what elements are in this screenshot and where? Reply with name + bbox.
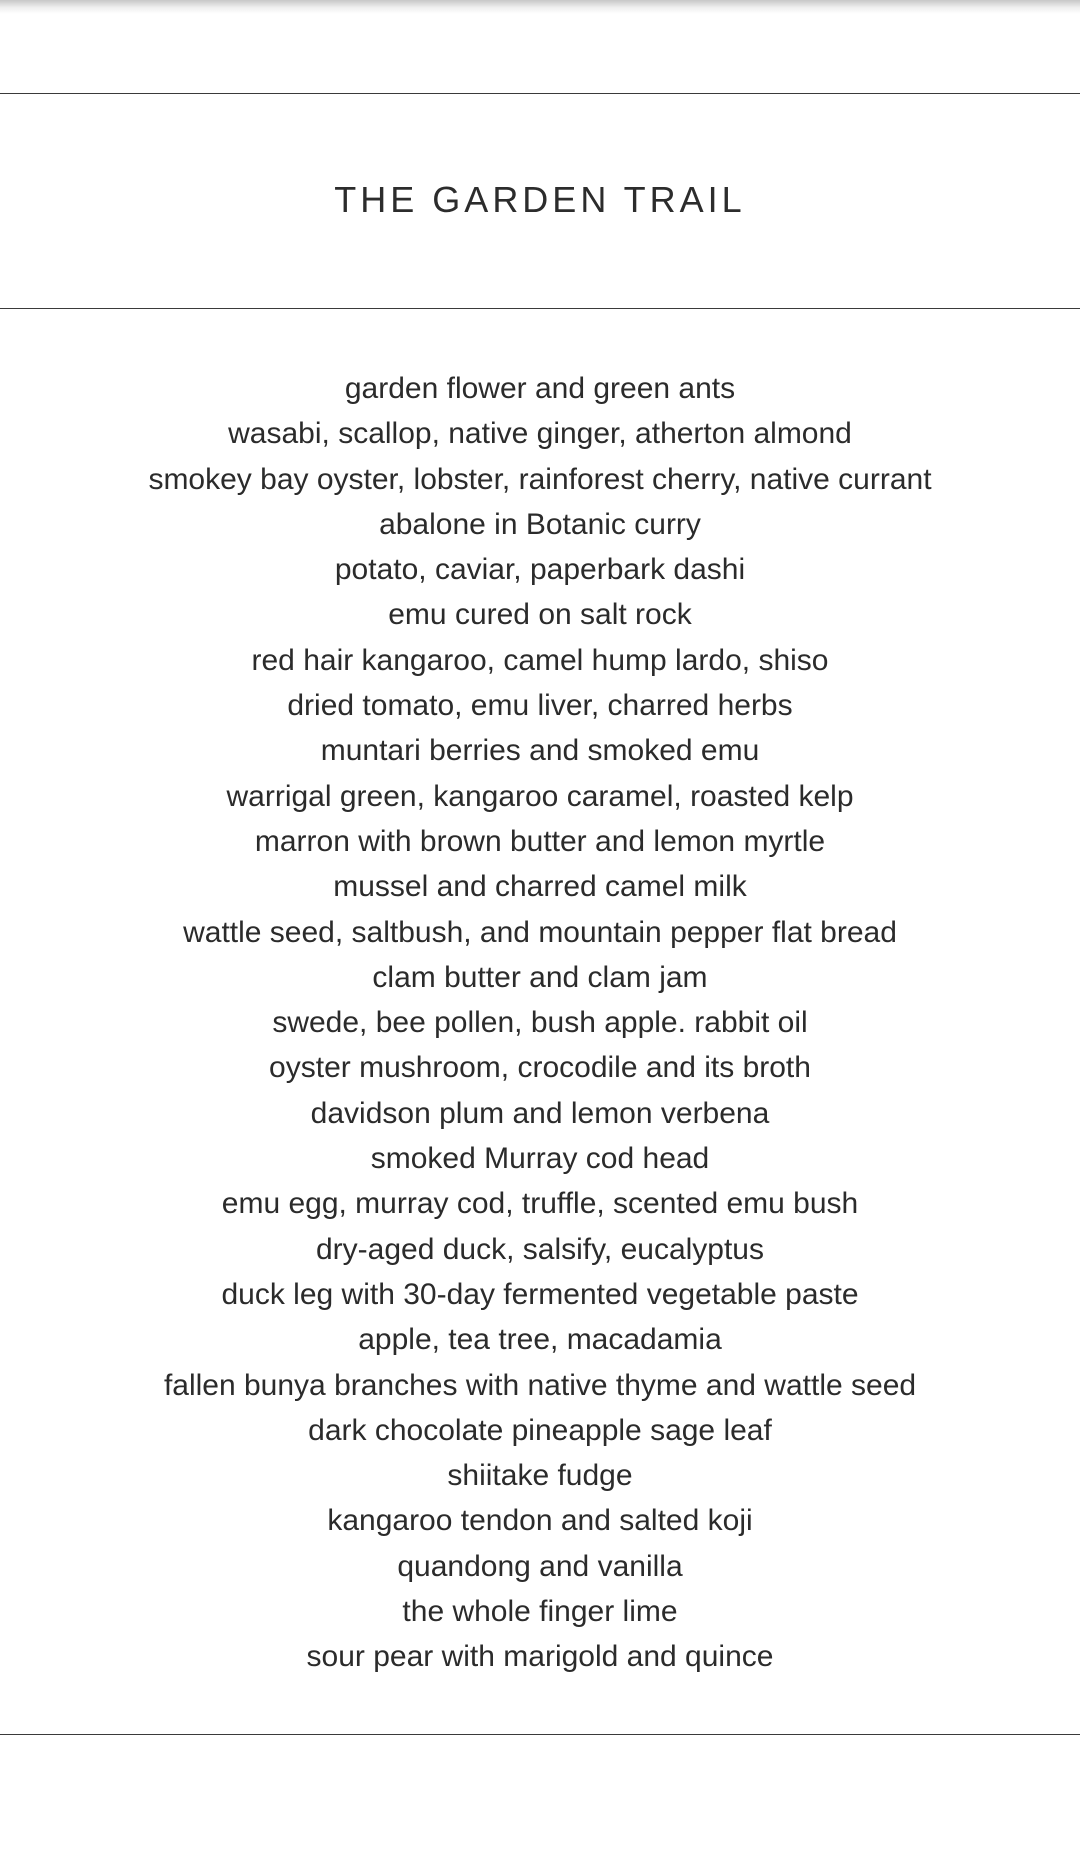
- menu-item: garden flower and green ants: [344, 372, 736, 405]
- menu-item: wasabi, scallop, native ginger, atherton almond: [228, 417, 852, 451]
- menu-item: kangaroo tendon and salted koji: [327, 1504, 753, 1538]
- menu-item: warrigal green, kangaroo caramel, roasted kelp: [226, 779, 854, 813]
- menu-item: clam butter and clam jam: [372, 960, 708, 994]
- menu-item: swede, bee pollen, bush apple. rabbit oil: [272, 1006, 808, 1040]
- menu-item: dark chocolate pineapple sage leaf: [308, 1413, 772, 1447]
- divider-bottom: [0, 1734, 1080, 1735]
- divider-under-title: [0, 308, 1080, 309]
- menu-item: emu cured on salt rock: [388, 598, 692, 632]
- menu-course-list: [0, 366, 1080, 1680]
- menu-item: wattle seed, saltbush, and mountain pepper flat bread: [183, 915, 897, 949]
- menu-item: quandong and vanilla: [397, 1549, 683, 1583]
- menu-item: dried tomato, emu liver, charred herbs: [287, 689, 793, 723]
- menu-item: apple, tea tree, macadamia: [358, 1323, 722, 1357]
- menu-item: the whole finger lime: [402, 1595, 678, 1629]
- menu-item: duck leg with 30-day fermented vegetable paste: [221, 1277, 859, 1311]
- menu-item: marron with brown butter and lemon myrtle: [254, 824, 826, 858]
- menu-item: emu egg, murray cod, truffle, scented emu bush: [221, 1187, 859, 1221]
- menu-item: davidson plum and lemon verbena: [310, 1096, 770, 1130]
- menu-item: mussel and charred camel milk: [333, 870, 747, 904]
- menu-item: muntari berries and smoked emu: [320, 734, 760, 768]
- menu-item: dry-aged duck, salsify, eucalyptus: [316, 1232, 764, 1266]
- menu-item: sour pear with marigold and quince: [306, 1640, 774, 1674]
- menu-item: smoked Murray cod head: [370, 1142, 710, 1176]
- menu-item: smokey bay oyster, lobster, rainforest cherry, native currant: [148, 462, 932, 496]
- top-edge-shadow: [0, 0, 1080, 14]
- menu-item: oyster mushroom, crocodile and its broth: [269, 1051, 811, 1085]
- menu-item: shiitake fudge: [447, 1459, 633, 1493]
- menu-item: potato, caviar, paperbark dashi: [334, 553, 746, 587]
- menu-item: red hair kangaroo, camel hump lardo, shiso: [251, 643, 829, 677]
- menu-item: fallen bunya branches with native thyme and wattle seed: [163, 1368, 917, 1402]
- menu-title: THE GARDEN TRAIL: [334, 179, 746, 220]
- menu-item: abalone in Botanic curry: [379, 507, 701, 541]
- divider-top: [0, 93, 1080, 94]
